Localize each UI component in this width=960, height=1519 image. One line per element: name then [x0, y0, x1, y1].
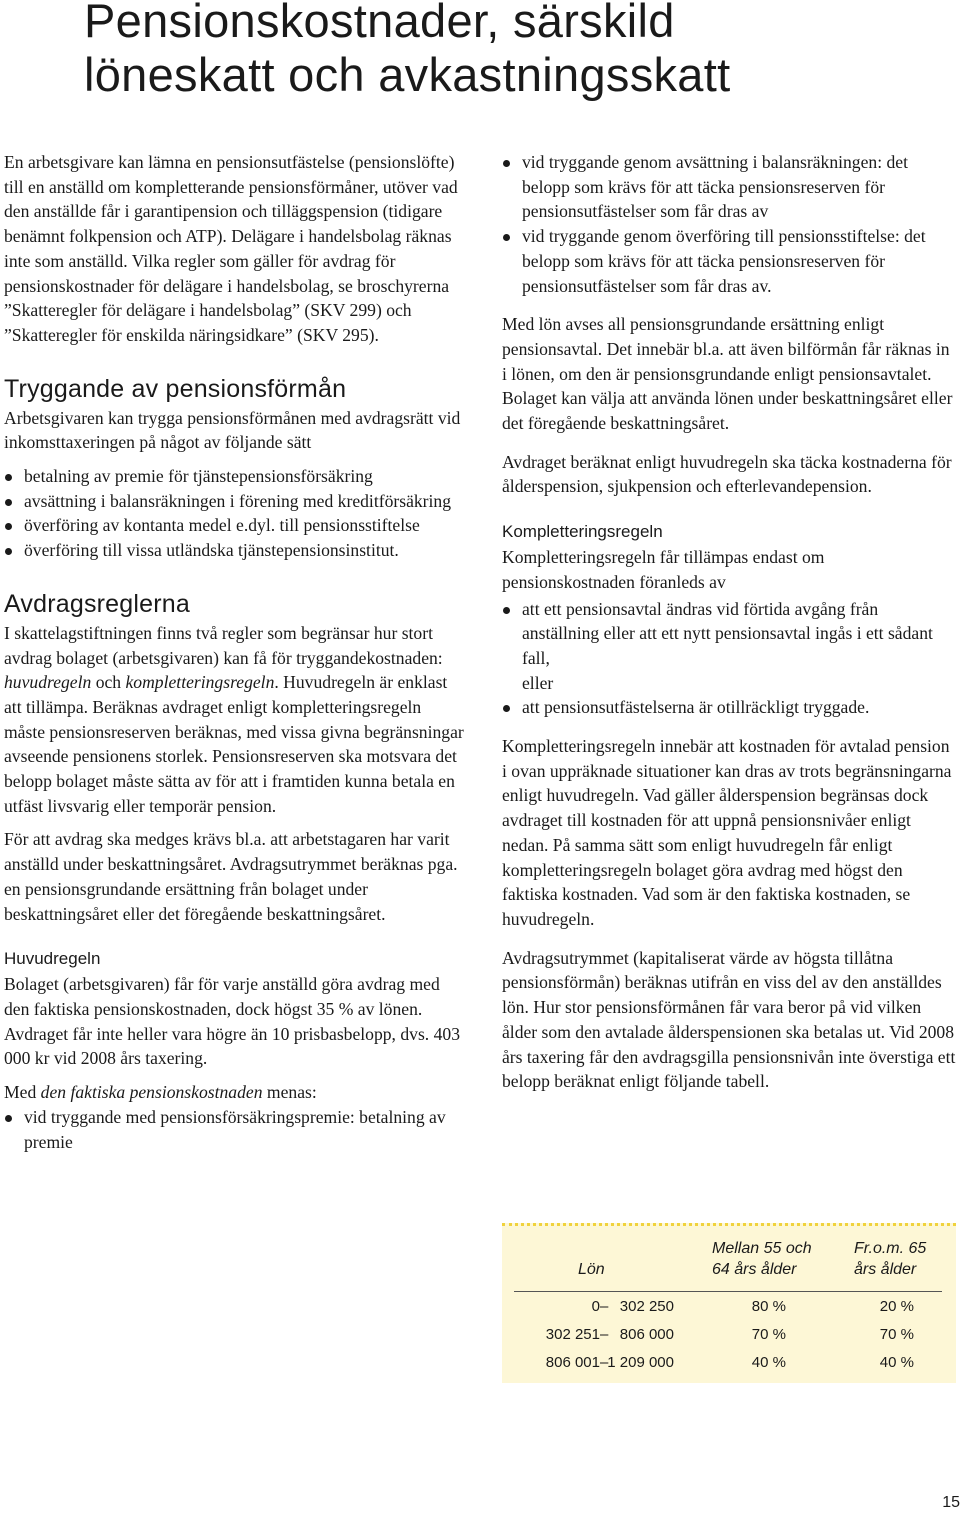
cell-lon-to: 806 000	[619, 1326, 674, 1343]
cell-dash: –	[600, 1326, 609, 1343]
heading-kompletteringsregeln: Kompletteringsregeln	[502, 522, 663, 542]
table-row	[502, 1351, 956, 1375]
tryggande-paragraph: Arbetsgivaren kan trygga pensionsförmånen med avdragsrätt vid inkomsttaxeringen på något av följande sätt	[4, 407, 461, 453]
list-item: överföring till vissa utländska tjänstepensionsinstitut.	[4, 538, 464, 563]
kompl-intro: Kompletteringsregeln får tillämpas endast om pensionskostnaden föranleds av	[502, 547, 825, 592]
list-item: att ett pensionsavtal ändras vid förtida avgång från anställning eller att ett nytt pensionsavtal ingås i ett sådant fall,	[502, 597, 956, 671]
pension-level-table	[502, 1223, 956, 1383]
column-header-lon: Lön	[578, 1261, 605, 1278]
heading-huvudregeln: Huvudregeln	[4, 949, 101, 969]
huvud-text: menas:	[262, 1082, 317, 1103]
intro-text-a: En arbetsgivare kan lämna en pensionsutfästelse (pensionslöfte) till en anställd om kompletterande pensionsförmåner, utöver vad den anställde får i garantipension och tilläggspension (tidigare benämnt folkpension och ATP). Delägare i handelsbolag räknas inte som anställd.	[4, 152, 458, 271]
huvud-text: Med	[4, 1082, 41, 1103]
list-item: att pensionsutfästelserna är otillräckligt tryggade.	[502, 695, 956, 720]
cell-65: 70 %	[879, 1326, 914, 1343]
innebar-paragraph: Kompletteringsregeln innebär att kostnaden för avtalad pension i ovan uppräknade situationer kan dras av trots begränsningarna enligt huvudregeln. Vad gäller ålderspension begränsas dock avdraget till kostnaden för att uppnå pensionsnivåer enligt nedan. På samma sätt som enligt huvudregeln får enligt kompletteringsregeln bolaget göra avdrag med högst den faktiska kostnaden. Vad som är den faktiska kostnaden, se huvudregeln.	[502, 736, 952, 929]
heading-tryggande: Tryggande av pensionsförmån	[4, 374, 347, 403]
cell-lon-to: 302 250	[619, 1298, 674, 1315]
page-number: 15	[942, 1494, 960, 1511]
column-header-65-line-2: års ålder	[854, 1261, 917, 1278]
huvud-paragraph-1: Bolaget (arbetsgivaren) får för varje anställd göra avdrag med den faktiska pensionskostnaden, dock högst 35 % av lönen. Avdraget får inte heller vara högre än 10 prisbasbelopp, dvs. 403 000 kr vid 2008 års taxering.	[4, 974, 460, 1069]
utrymme-paragraph: Avdragsutrymmet (kapitaliserat värde av högsta tillåtna pensionsförmån) beräknas utifrån en viss del av den anställdes lön. Hur stor pensionsförmånen får vara beror på vid vilken ålder som den avtalade ålderspensionen ska betalas ut. Vid 2008 års taxering får den avdragsgilla pensionsnivån inte överstiga ett belopp beräknat enligt följande tabell.	[502, 947, 956, 1092]
column-header-55-64	[712, 1238, 812, 1280]
cell-55-64: 70 %	[751, 1326, 786, 1343]
kompl-list	[502, 597, 956, 721]
list-item: vid tryggande genom avsättning i balansräkningen: det belopp som krävs för att täcka pensionsreserven för pensionsutfästelser som får dras av	[502, 150, 956, 224]
avdraget-paragraph: Avdraget beräknat enligt huvudregeln ska täcka kostnaderna för ålderspension, sjukpension och efterlevandepension.	[502, 451, 952, 497]
list-item: avsättning i balansräkningen i förening med kreditförsäkring	[4, 489, 464, 514]
term-huvudregeln: huvudregeln	[4, 672, 92, 693]
right-column	[502, 150, 956, 1103]
list-item: vid tryggande med pensionsförsäkringspremie: betalning av premie	[4, 1105, 464, 1154]
column-header-55-64-line-2: 64 års ålder	[712, 1261, 797, 1278]
table-row	[502, 1323, 956, 1347]
lon-paragraph: Med lön avses all pensionsgrundande ersättning enligt pensionsavtal. Det innebär bl.a. att även bilförmån får räknas in i lönen, om den är pensionsgrundande enligt pensionsavtalet. Bolaget kan välja att använda lönen under beskattningsåret eller det föregående beskattningsåret.	[502, 314, 953, 434]
cell-65: 20 %	[879, 1298, 914, 1315]
cell-dash: –	[600, 1298, 609, 1315]
term-kompletteringsregeln: kompletteringsregeln	[125, 672, 275, 693]
column-header-65	[854, 1238, 926, 1280]
page-title	[84, 0, 730, 102]
table-row	[502, 1295, 956, 1319]
cell-lon-from: 0	[591, 1298, 600, 1315]
list-item: vid tryggande genom överföring till pensionsstiftelse: det belopp som krävs för att täcka pensionsreserven för pensionsutfästelser som får dras av.	[502, 224, 956, 298]
list-connector: eller	[522, 672, 554, 693]
cell-lon-to: 1 209 000	[607, 1354, 674, 1371]
tryggande-cost-list	[502, 150, 956, 298]
avdrag-paragraph-1	[4, 621, 464, 819]
page-title-line-1: Pensionskostnader, särskild	[84, 0, 675, 47]
cell-lon-from: 806 001	[545, 1354, 600, 1371]
left-column	[4, 150, 464, 1163]
column-header-55-64-line-1: Mellan 55 och	[712, 1240, 812, 1257]
huvud-list	[4, 1105, 464, 1154]
avdrag-paragraph-2: För att avdrag ska medges krävs bl.a. att arbetstagaren har varit anställd under beskattningsåret. Avdragsutrymmet beräknas pga. en pensionsgrundande ersättning från bolaget under beskattningsåret eller det föregående beskattningsåret.	[4, 829, 458, 924]
table-header-divider	[514, 1291, 942, 1292]
list-item: överföring av kontanta medel e.dyl. till pensionsstiftelse	[4, 513, 464, 538]
heading-avdragsreglerna: Avdragsreglerna	[4, 589, 190, 618]
column-header-65-line-1: Fr.o.m. 65	[854, 1240, 927, 1257]
tryggande-list	[4, 464, 464, 563]
term-faktiska-kostnaden: den faktiska pensionskostnaden	[40, 1082, 263, 1103]
cell-dash: –	[600, 1354, 609, 1371]
cell-65: 40 %	[879, 1354, 914, 1371]
intro-paragraph	[4, 150, 464, 348]
intro-text-b: Vilka regler som gäller för avdrag för pensionskostnader för delägare i handelsbolag, se broschyrerna ”Skatteregler för delägare i handelsbolag” (SKV 299) och ”Skatteregler för enskilda näringsidkare” (SKV 295).	[4, 250, 450, 345]
cell-55-64: 40 %	[751, 1354, 786, 1371]
avdrag-text: I skattelagstiftningen finns två regler som begränsar hur stort avdrag bolaget (arbetsgivaren) kan få för tryggandekostnaden:	[4, 622, 443, 668]
avdrag-text: . Huvudregeln är enklast att tillämpa. Beräknas avdraget enligt kompletteringsregeln måste pensionsreserven beräknas, med vissa givna begränsningar avseende pensionens storlek. Pensionsreserven ska motsvara det belopp bolaget måste sätta av för att i framtiden kunna betala en utfäst livsvarig eller temporär pension.	[4, 672, 464, 816]
avdrag-text: och	[91, 672, 126, 693]
cell-lon-from: 302 251	[545, 1326, 600, 1343]
huvud-paragraph-2	[4, 1080, 464, 1105]
page-title-line-2: löneskatt och avkastningsskatt	[84, 48, 731, 101]
cell-55-64: 80 %	[751, 1298, 786, 1315]
list-item: betalning av premie för tjänstepensionsförsäkring	[4, 464, 464, 489]
